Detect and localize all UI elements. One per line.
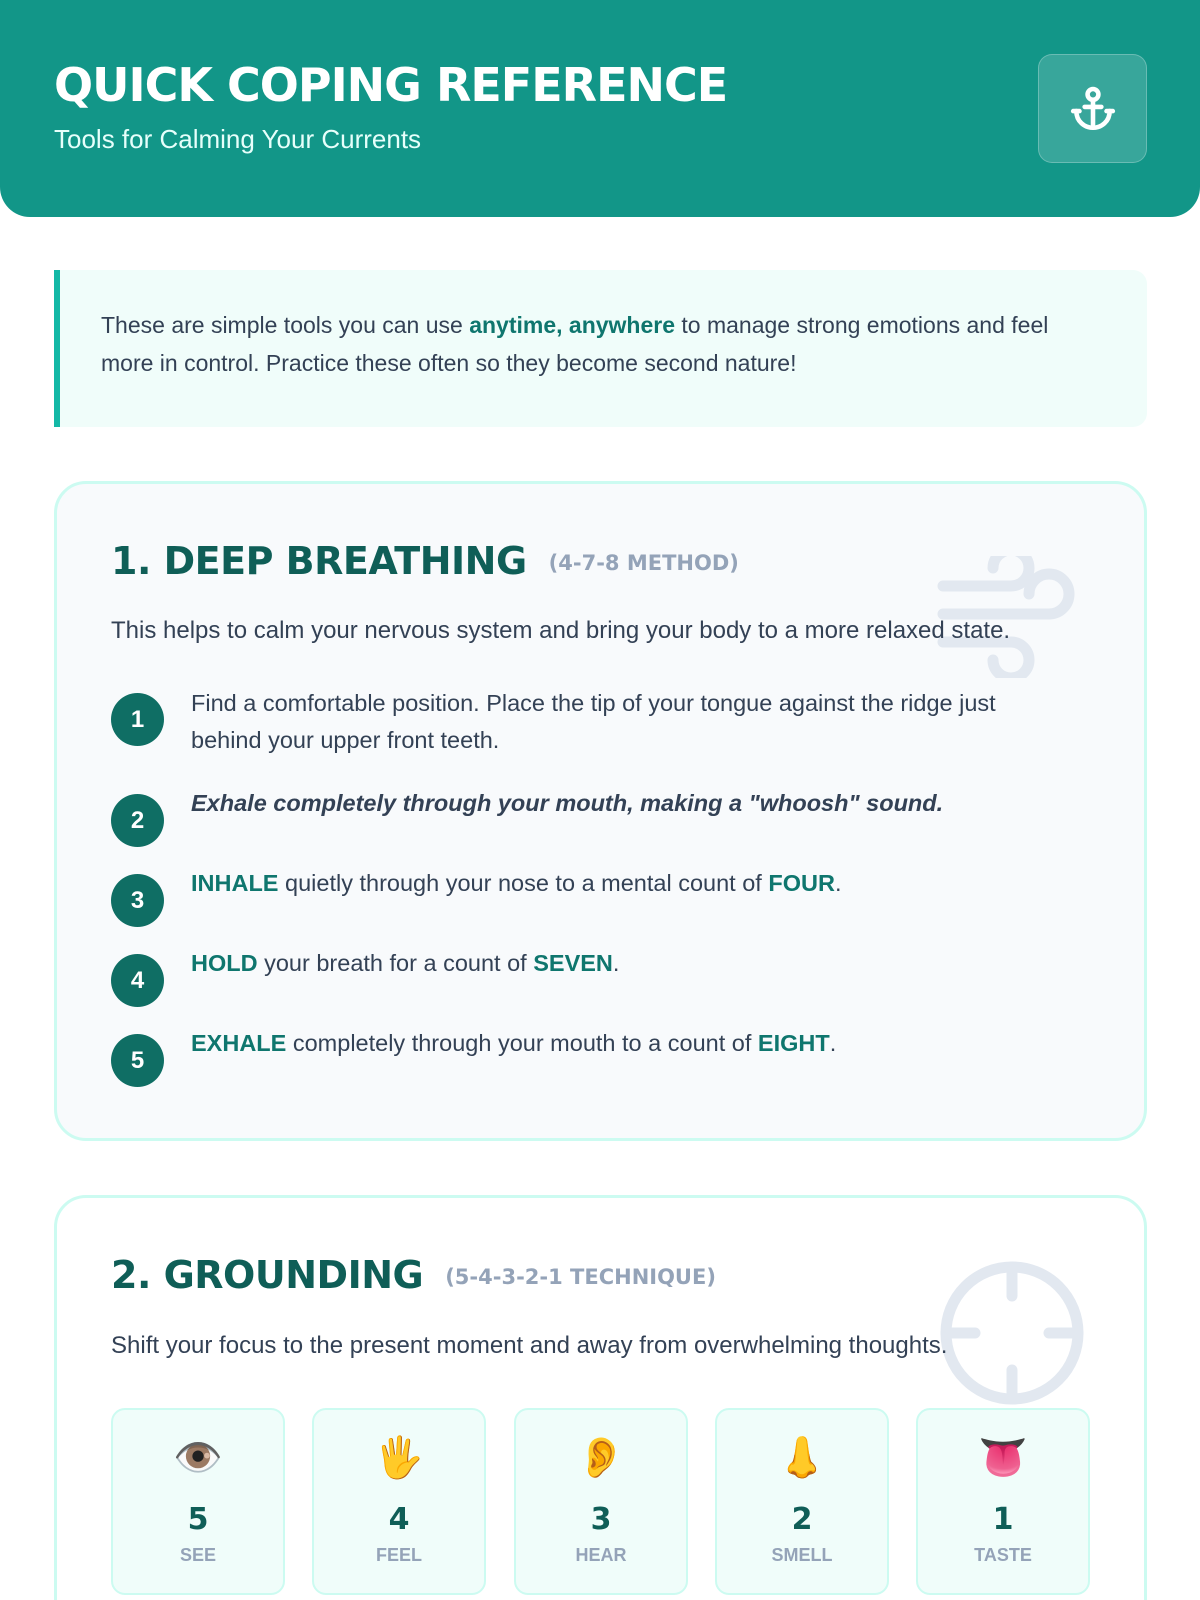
intro-highlight: anytime, anywhere	[469, 312, 676, 338]
page-header	[0, 0, 1200, 217]
step-count: EIGHT	[757, 1030, 830, 1056]
grounding-method: (5-4-3-2-1 TECHNIQUE)	[445, 1265, 716, 1289]
step-number: 2	[111, 794, 164, 847]
sense-label: FEEL	[375, 1545, 422, 1565]
step-text: Find a comfortable position. Place the tip of your tongue against the ridge just behind your upper front teeth.	[191, 690, 996, 753]
step-number: 4	[111, 954, 164, 1007]
step-middle: your breath for a count of	[257, 950, 534, 976]
deep-breathing-title	[111, 539, 739, 583]
step-verb: HOLD	[191, 950, 258, 976]
step-text	[191, 945, 619, 982]
breathing-step	[111, 690, 1071, 759]
deep-breathing-card	[54, 481, 1147, 1141]
step-verb: INHALE	[191, 870, 279, 896]
sense-count: 3	[590, 1502, 612, 1537]
grounding-description: Shift your focus to the present moment and away from overwhelming thoughts.	[111, 1332, 948, 1359]
breathing-step	[111, 950, 1071, 1007]
sense-count: 5	[187, 1502, 209, 1537]
deep-breathing-heading: 1. DEEP BREATHING	[111, 539, 527, 583]
step-verb: EXHALE	[191, 1030, 287, 1056]
anchor-icon	[1068, 84, 1118, 134]
sense-card-taste	[916, 1408, 1090, 1595]
sense-label: SEE	[179, 1545, 217, 1565]
sense-count: 2	[791, 1502, 813, 1537]
page-subtitle: Tools for Calming Your Currents	[54, 124, 422, 154]
sense-count: 4	[388, 1502, 410, 1537]
sense-label: TASTE	[974, 1545, 1032, 1565]
sense-card-smell	[715, 1408, 889, 1595]
eye-icon: 👁️	[173, 1436, 223, 1480]
breathing-step	[111, 870, 1071, 927]
deep-breathing-description: This helps to calm your nervous system and bring your body to a more relaxed state.	[111, 617, 1011, 644]
breathing-step	[111, 790, 1071, 847]
step-text	[191, 1025, 836, 1062]
intro-text-after: to manage strong emotions and feel more in control. Practice these often so they become second nature!	[101, 312, 1049, 376]
step-count: SEVEN	[533, 950, 613, 976]
step-end: .	[829, 1030, 837, 1056]
breathing-step	[111, 1030, 1071, 1087]
step-text	[191, 865, 841, 902]
sense-label: SMELL	[771, 1545, 833, 1565]
step-middle: completely through your mouth to a count of	[286, 1030, 758, 1056]
sense-card-see	[111, 1408, 285, 1595]
crosshair-icon	[937, 1258, 1087, 1408]
sense-label: HEAR	[575, 1545, 627, 1565]
sense-count: 1	[992, 1502, 1014, 1537]
hand-icon: 🖐️	[374, 1436, 424, 1480]
deep-breathing-method: (4-7-8 METHOD)	[548, 551, 739, 575]
step-number: 1	[111, 693, 164, 746]
sense-card-feel	[312, 1408, 486, 1595]
step-number: 3	[111, 874, 164, 927]
intro-callout	[54, 270, 1147, 427]
grounding-title	[111, 1253, 716, 1297]
sense-card-hear	[514, 1408, 688, 1595]
step-text: Exhale completely through your mouth, making a "whoosh" sound.	[191, 790, 944, 816]
step-count: FOUR	[768, 870, 835, 896]
anchor-badge	[1038, 54, 1147, 163]
nose-icon: 👃	[777, 1436, 827, 1480]
grounding-heading: 2. GROUNDING	[111, 1253, 424, 1297]
grounding-card	[54, 1195, 1147, 1600]
step-end: .	[612, 950, 620, 976]
tongue-icon: 👅	[978, 1436, 1028, 1480]
ear-icon: 👂	[576, 1436, 626, 1480]
step-number: 5	[111, 1034, 164, 1087]
page-title: QUICK COPING REFERENCE	[54, 58, 728, 112]
step-end: .	[834, 870, 842, 896]
step-middle: quietly through your nose to a mental count of	[278, 870, 769, 896]
intro-text-before: These are simple tools you can use	[101, 312, 470, 338]
